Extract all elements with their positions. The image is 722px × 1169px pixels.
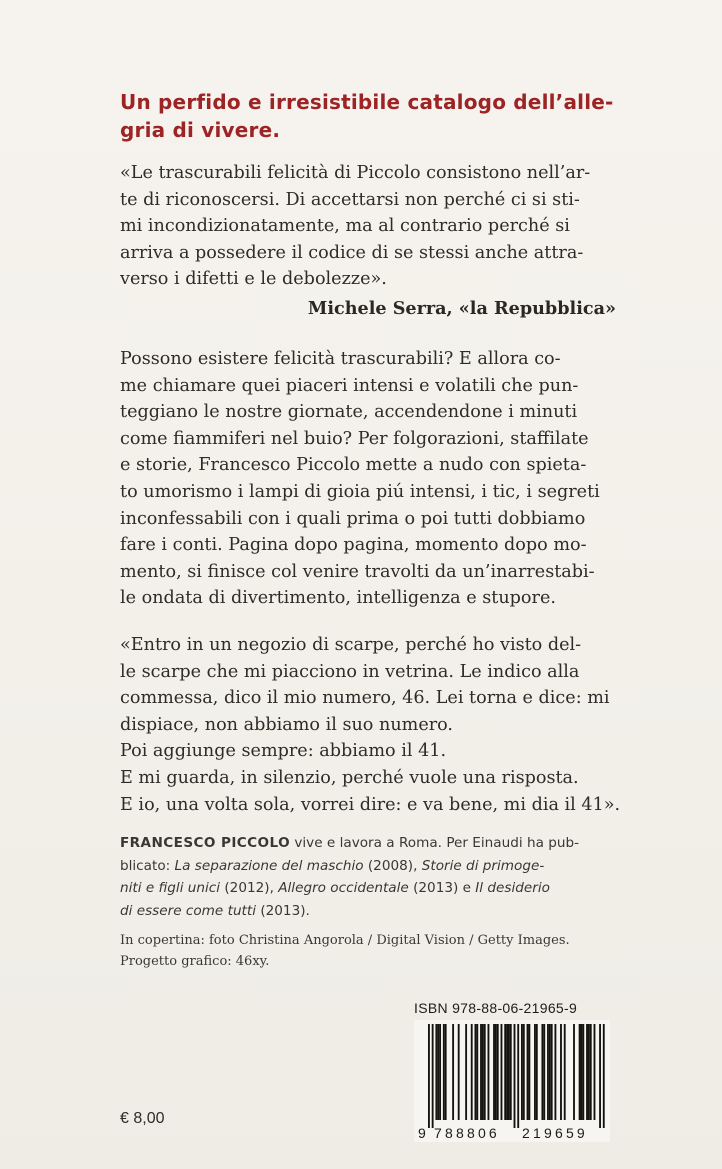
barcode-bar — [501, 1024, 503, 1120]
barcode-bar — [506, 1024, 508, 1120]
barcode-bar — [590, 1024, 592, 1120]
author-bio-line: niti e figli unici (2012), Allegro occidentale (2013) e Il desiderio — [120, 880, 550, 896]
barcode-bar — [497, 1024, 499, 1120]
barcode-bar — [471, 1024, 473, 1120]
barcode-graphic — [414, 1020, 610, 1142]
blurb-line: come fiammiferi nel buio? Per folgorazioni, staffilate — [120, 428, 589, 449]
barcode-bar — [495, 1024, 497, 1120]
critic-quote — [120, 160, 616, 293]
book-title: La separazione del maschio — [174, 857, 364, 874]
quote-line: mi incondizionatamente, ma al contrario perché si — [120, 216, 570, 237]
barcode-bar — [439, 1024, 441, 1120]
excerpt-line: dispiace, non abbiamo il suo numero. — [120, 714, 454, 735]
barcode-bar — [547, 1024, 549, 1120]
barcode-bar — [465, 1024, 467, 1120]
author-bio-line: FRANCESCO PICCOLO vive e lavora a Roma. Per Einaudi ha pub- — [120, 835, 579, 851]
book-title: Allegro occidentale — [278, 880, 409, 896]
author-name: FRANCESCO PICCOLO — [120, 835, 291, 851]
barcode-digit: 788806 — [434, 1125, 500, 1141]
excerpt-quote — [120, 632, 621, 818]
barcode-bar — [443, 1024, 445, 1120]
barcode-digit: 9 — [418, 1125, 426, 1141]
excerpt-line: Poi aggiunge sempre: abbiamo il 41. — [120, 741, 447, 762]
barcode-bar — [579, 1024, 581, 1120]
blurb-line: teggiano le nostre giornate, accendendone i minuti — [120, 402, 578, 423]
excerpt-line: le scarpe che mi piacciono in vetrina. Le indico alla — [120, 661, 580, 682]
barcode-bar — [480, 1024, 482, 1120]
quote-line: «Le trascurabili felicità di Piccolo consistono nell’ar- — [120, 163, 591, 183]
barcode-bar — [534, 1024, 536, 1120]
barcode-bar — [482, 1024, 484, 1120]
blurb-line: inconfessabili con i quali prima o poi tutti dobbiamo — [120, 508, 586, 529]
price: € 8,00 — [120, 1110, 165, 1127]
quote-line: verso i difetti e le debolezze». — [120, 269, 387, 290]
barcode-bar — [603, 1024, 605, 1128]
barcode-bar — [549, 1024, 551, 1120]
blurb-line: le ondata di divertimento, intelligenza e stupore. — [120, 588, 556, 609]
blurb-line: e storie, Francesco Piccolo mette a nudo con spieta- — [120, 455, 587, 476]
barcode-digit: 219659 — [522, 1125, 588, 1141]
book-blurb — [120, 346, 616, 612]
barcode-bar — [551, 1024, 553, 1120]
author-bio — [120, 832, 616, 922]
book-title: di essere come tutti — [120, 902, 256, 919]
barcode-bar — [476, 1024, 478, 1120]
tagline-line: gria di vivere. — [120, 118, 281, 142]
barcode-bar — [554, 1024, 556, 1120]
barcode-bar — [573, 1024, 575, 1120]
excerpt-line: «Entro in un negozio di scarpe, perché ho visto del- — [120, 635, 582, 655]
book-title: Il desiderio — [475, 880, 550, 896]
author-bio-line: blicato: La separazione del maschio (2008), Storie di primoge- — [120, 857, 545, 874]
barcode-bar — [435, 1024, 437, 1120]
barcode-bar — [564, 1024, 566, 1120]
tagline — [120, 88, 616, 144]
tagline-line: Un perfido e irresistibile catalogo dell’alle- — [120, 90, 614, 114]
barcode-bar — [475, 1024, 477, 1120]
barcode-bar — [493, 1024, 495, 1120]
barcode-bar — [508, 1024, 510, 1120]
excerpt-line: commessa, dico il mio numero, 46. Lei torna e dice: mi — [120, 688, 610, 709]
credits-line: Progetto grafico: 46xy. — [120, 954, 270, 969]
credits-line: In copertina: foto Christina Angorola / Digital Vision / Getty Images. — [120, 933, 570, 948]
blurb-line: mento, si finisce col venire travolti da un’inarrestabi- — [120, 561, 595, 582]
barcode-bar — [599, 1024, 601, 1128]
barcode-bar — [586, 1024, 588, 1120]
blurb-line: to umorismo i lampi di gioia piú intensi, i tic, i segreti — [120, 481, 600, 502]
excerpt-line: E io, una volta sola, vorrei dire: e va bene, mi dia il 41». — [120, 794, 621, 815]
barcode-bar — [510, 1024, 512, 1120]
quote-line: te di riconoscersi. Di accettarsi non perché ci si sti- — [120, 189, 580, 210]
barcode-bar — [437, 1024, 439, 1120]
barcode-bar — [432, 1024, 434, 1128]
isbn-barcode — [414, 1020, 610, 1142]
isbn-label: ISBN 978-88-06-21965-9 — [414, 1000, 578, 1016]
barcode-bar — [543, 1024, 545, 1120]
barcode-bar — [484, 1024, 486, 1120]
barcode-bar — [541, 1024, 543, 1120]
barcode-bar — [594, 1024, 596, 1120]
barcode-bar — [504, 1024, 506, 1120]
barcode-bar — [445, 1024, 447, 1120]
quote-line: arriva a possedere il codice di se stessi anche attra- — [120, 242, 584, 263]
barcode-bar — [536, 1024, 538, 1120]
blurb-line: Possono esistere felicità trascurabili? E allora co- — [120, 349, 561, 369]
blurb-line: fare i conti. Pagina dopo pagina, momento dopo mo- — [120, 535, 587, 556]
barcode-bar — [588, 1024, 590, 1120]
author-bio-line: di essere come tutti (2013). — [120, 902, 310, 919]
cover-credits — [120, 930, 616, 972]
barcode-bar — [452, 1024, 454, 1120]
barcode-bar — [428, 1024, 430, 1128]
barcode-bar — [514, 1024, 516, 1128]
barcode-bar — [581, 1024, 583, 1120]
book-title: niti e figli unici — [120, 880, 221, 896]
barcode-bar — [527, 1024, 529, 1120]
barcode-bar — [517, 1024, 519, 1128]
barcode-bar — [582, 1024, 584, 1120]
barcode-bar — [523, 1024, 525, 1120]
barcode-bar — [560, 1024, 562, 1120]
barcode-bar — [521, 1024, 523, 1120]
barcode-bar — [528, 1024, 530, 1120]
excerpt-line: E mi guarda, in silenzio, perché vuole una risposta. — [120, 767, 579, 788]
book-title: Storie di primoge- — [421, 857, 545, 874]
quote-attribution: Michele Serra, «la Repubblica» — [307, 298, 616, 319]
blurb-line: me chiamare quei piaceri intensi e volatili che pun- — [120, 375, 579, 396]
barcode-bar — [488, 1024, 490, 1120]
barcode-bar — [458, 1024, 460, 1120]
